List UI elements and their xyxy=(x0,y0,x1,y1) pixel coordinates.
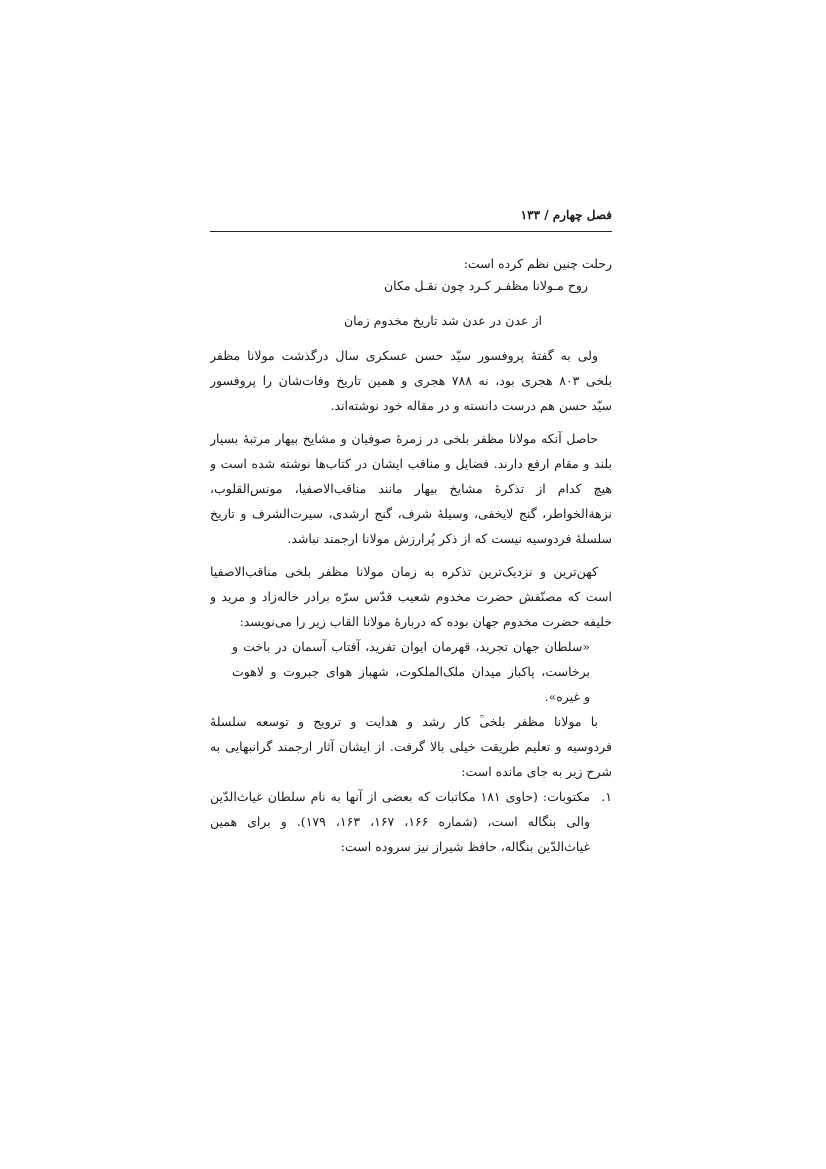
header-rule xyxy=(210,231,612,232)
paragraph-line: کهن‌ترین و نزدیک‌ترین تذکره به زمان مولانا مظفر بلخی مناقب‌الاصفیا xyxy=(210,564,598,579)
verse-line-2: از عدن در عدن شد تاریخ مخدوم زمان xyxy=(343,313,542,328)
list-item-line: غیاث‌الدّین بنگاله، حافظ شیراز نیز سروده است: xyxy=(340,839,590,854)
paragraph-1 xyxy=(210,343,612,418)
paragraph-line: حاصل آنکه مولانا مظفر بلخی در زمرهٔ صوفیان و مشایخ بیهار مرتبهٔ بسیار xyxy=(210,431,598,446)
paragraph-line: هیچ کدام از تذکرهٔ مشایخ بیهار مانند مناقب‌الاصفیا، مونس‌القلوب، xyxy=(210,481,612,496)
verse-line-1: روح مـولانا مظفـر کـرد چون نقـل مکان xyxy=(383,278,588,293)
paragraph-3 xyxy=(210,559,612,634)
running-header: فصل چهارم / ۱۳۳ xyxy=(520,208,612,222)
paragraph-line: نزهةالخواطر، گنج لایخفی، وسیلهٔ شرف، گنج ارشدی، سیرت‌الشرف و تاریخ xyxy=(210,506,612,521)
paragraph-line: بلخی ۸۰۳ هجری بود، نه ۷۸۸ هجری و همین تاریخ وفات‌شان را پروفسور xyxy=(210,373,612,388)
quotation xyxy=(210,634,612,709)
page-body xyxy=(210,251,612,859)
numbered-list-item xyxy=(210,784,612,859)
paragraph-line: بلند و مقام ارفع دارند. فضایل و مناقب ایشان در کتاب‌ها نوشته شده است و xyxy=(210,456,612,471)
quote-line: و غیره». xyxy=(544,689,590,704)
list-item-line xyxy=(210,784,612,809)
paragraph-line: فردوسیه و تعلیم طریقت خیلی بالا گرفت. از ایشان آثار ارجمند گرانبهایی به xyxy=(210,739,612,754)
list-number: ۱. xyxy=(601,789,612,804)
list-text: مکتوبات: (حاوی ۱۸۱ مکاتبات که بعضی از آنها به نام سلطان غیاث‌الدّین xyxy=(210,789,590,804)
paragraph-line: است که مصنّفش حضرت مخدوم شعیب قدّس سرّه برادر خاله‌زاد و مرید و xyxy=(210,589,612,604)
paragraph-line: سلسلهٔ فردوسیه نیست که از ذکر پُرارزش مولانا ارجمند نباشد. xyxy=(287,531,612,546)
paragraph-2 xyxy=(210,426,612,551)
paragraph-4 xyxy=(210,709,612,784)
paragraph-line: ولی به گفتهٔ پروفسور سیّد حسن عسکری سال درگذشت مولانا مظفر xyxy=(210,348,598,363)
quote-line: «سلطان جهان تجرید، قهرمان ایوان تفرید، آفتاب آسمان در باخت و xyxy=(232,639,590,654)
paragraph-line: خلیفه حضرت مخدوم جهان بوده که دربارهٔ مولانا القاب زیر را می‌نویسد: xyxy=(239,614,612,629)
list-item-line: والی بنگاله است، (شماره ۱۶۶، ۱۶۷، ۱۶۳، ۱۷۹). و برای همین xyxy=(210,814,591,829)
paragraph-line: شرح زیر به جای مانده است: xyxy=(461,764,612,779)
intro-line: رحلت چنین نظم کرده است: xyxy=(463,256,612,271)
paragraph-line: سیّد حسن هم درست دانسته و در مقاله خود نوشته‌اند. xyxy=(330,398,612,413)
paragraph-line: با مولانا مظفر بلخی‌ؒ کار رشد و هدایت و ترویج و توسعه سلسلهٔ xyxy=(210,714,598,729)
quote-line: برخاست، پاکباز میدان ملک‌الملکوت، شهباز هوای جبروت و لاهوت xyxy=(232,664,590,679)
